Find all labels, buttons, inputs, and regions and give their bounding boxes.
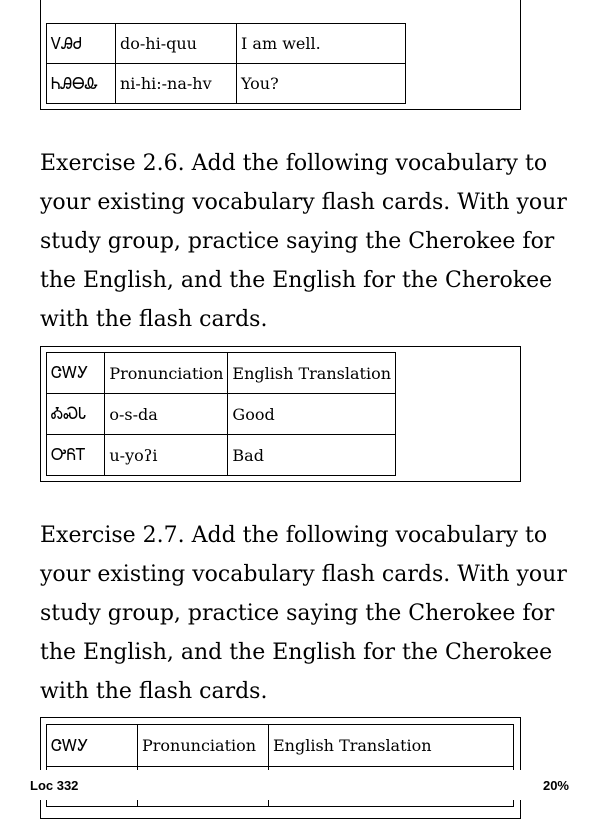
cherokee-cell: ᏂᎯᎾᎲ: [47, 64, 116, 104]
header-cherokee: ᏣᎳᎩ: [47, 725, 138, 767]
header-translation: English Translation: [269, 725, 514, 767]
pronunciation-cell: do-hi-quu: [116, 24, 237, 64]
header-pronunciation: Pronunciation: [105, 353, 228, 394]
pronunciation-cell: ni-hi:-na-hv: [116, 64, 237, 104]
cherokee-cell: ᎣᏍᏓ: [47, 394, 105, 435]
translation-cell: You?: [237, 64, 406, 104]
table-header-row: [47, 353, 396, 394]
translation-cell: I am well.: [237, 24, 406, 64]
cherokee-cell: ᏙᎯᏧ: [47, 24, 116, 64]
cherokee-cell: ᎤᏲᎢ: [47, 435, 105, 476]
footer-bar: [0, 770, 600, 800]
pronunciation-cell: o-s-da: [105, 394, 228, 435]
pronunciation-cell: u-yoʔi: [105, 435, 228, 476]
translation-cell: Good: [228, 394, 396, 435]
table-row: [47, 24, 406, 64]
table-row: [47, 64, 406, 104]
header-pronunciation: Pronunciation: [138, 725, 269, 767]
exercise-2-6-table: [46, 352, 396, 476]
header-cherokee: ᏣᎳᎩ: [47, 353, 105, 394]
table-row: [47, 435, 396, 476]
table-header-row: [47, 725, 514, 767]
top-vocab-table: [46, 23, 406, 104]
exercise-2-6-text: Exercise 2.6. Add the following vocabulary to your existing vocabulary flash cards. With your study group, practice saying the Cherokee for the English, and the English for the Cherokee with the flash cards.: [40, 151, 567, 332]
header-translation: English Translation: [228, 353, 396, 394]
exercise-2-7-text: Exercise 2.7. Add the following vocabulary to your existing vocabulary flash cards. With your study group, practice saying the Cherokee for the English, and the English for the Cherokee with the flash cards.: [40, 523, 567, 704]
location-indicator: Loc 332: [30, 778, 79, 793]
reading-progress: 20%: [542, 778, 569, 793]
translation-cell: Bad: [228, 435, 396, 476]
table-row: [47, 394, 396, 435]
